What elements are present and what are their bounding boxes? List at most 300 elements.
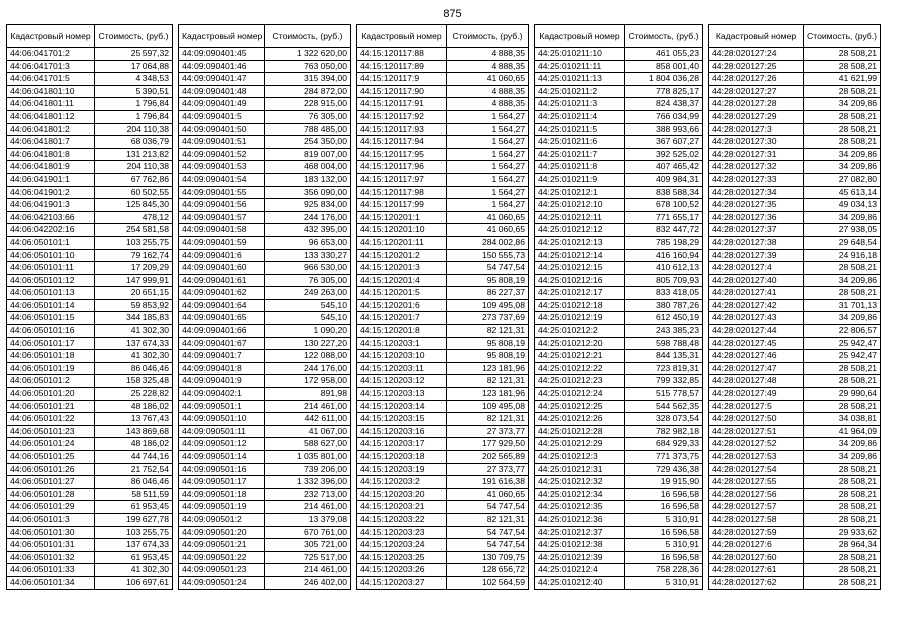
cadastral-number-cell: 44:06:050101:27 bbox=[7, 476, 95, 489]
header-cadastral-number: Кадастровый номер bbox=[709, 25, 804, 48]
cost-cell: 17 064,88 bbox=[95, 60, 173, 73]
table-row bbox=[7, 60, 173, 73]
cadastral-number-cell: 44:15:120117:93 bbox=[357, 123, 447, 136]
table-row bbox=[179, 463, 351, 476]
cost-cell: 109 495,08 bbox=[447, 400, 529, 413]
cost-cell: 729 436,38 bbox=[625, 463, 703, 476]
table-row bbox=[7, 123, 173, 136]
header-row bbox=[535, 25, 703, 48]
cost-cell: 41 302,30 bbox=[95, 325, 173, 338]
cadastral-number-cell: 44:15:120203:26 bbox=[357, 564, 447, 577]
table-row bbox=[357, 375, 529, 388]
cost-cell: 833 418,05 bbox=[625, 287, 703, 300]
cost-cell: 22 806,57 bbox=[804, 325, 881, 338]
cadastral-number-cell: 44:25:010212:24 bbox=[535, 388, 625, 401]
cost-cell: 788 485,00 bbox=[265, 123, 351, 136]
cost-cell: 82 121,31 bbox=[447, 513, 529, 526]
cadastral-number-cell: 44:06:050101:33 bbox=[7, 564, 95, 577]
cadastral-number-cell: 44:09:090401:50 bbox=[179, 123, 265, 136]
cost-cell: 5 390,51 bbox=[95, 85, 173, 98]
cadastral-number-cell: 44:09:090501:1 bbox=[179, 400, 265, 413]
cadastral-number-cell: 44:25:010212:3 bbox=[535, 451, 625, 464]
cadastral-number-cell: 44:09:090401:5 bbox=[179, 110, 265, 123]
cadastral-number-cell: 44:15:120201:4 bbox=[357, 274, 447, 287]
cadastral-number-cell: 44:15:120203:14 bbox=[357, 400, 447, 413]
cost-cell: 4 348,53 bbox=[95, 73, 173, 86]
table-row bbox=[179, 400, 351, 413]
cadastral-number-cell: 44:15:120203:21 bbox=[357, 501, 447, 514]
cadastral-table-5 bbox=[708, 24, 881, 590]
cadastral-number-cell: 44:06:050101:24 bbox=[7, 438, 95, 451]
cadastral-number-cell: 44:06:050101:23 bbox=[7, 425, 95, 438]
cost-cell: 58 511,59 bbox=[95, 488, 173, 501]
cost-cell: 785 198,29 bbox=[625, 236, 703, 249]
table-row bbox=[7, 110, 173, 123]
cost-cell: 409 984,31 bbox=[625, 173, 703, 186]
cost-cell: 59 853,92 bbox=[95, 299, 173, 312]
header-cost: Стоимость, (руб.) bbox=[265, 25, 351, 48]
cadastral-number-cell: 44:28:020127:49 bbox=[709, 388, 804, 401]
table-row bbox=[179, 161, 351, 174]
cadastral-number-cell: 44:06:050101:25 bbox=[7, 451, 95, 464]
table-row bbox=[179, 425, 351, 438]
table-row bbox=[357, 312, 529, 325]
cost-cell: 4 888,35 bbox=[447, 98, 529, 111]
table-row bbox=[179, 224, 351, 237]
table-row bbox=[179, 274, 351, 287]
cost-cell: 54 747,54 bbox=[447, 526, 529, 539]
cost-cell: 1 564,27 bbox=[447, 123, 529, 136]
cadastral-number-cell: 44:15:120201:2 bbox=[357, 249, 447, 262]
cost-cell: 41 302,30 bbox=[95, 350, 173, 363]
cost-cell: 254 350,00 bbox=[265, 136, 351, 149]
cadastral-number-cell: 44:15:120117:96 bbox=[357, 161, 447, 174]
table-row bbox=[7, 173, 173, 186]
cost-cell: 545,10 bbox=[265, 312, 351, 325]
table-row bbox=[535, 249, 703, 262]
cadastral-number-cell: 44:09:090401:61 bbox=[179, 274, 265, 287]
cadastral-table-3 bbox=[356, 24, 529, 590]
cost-cell: 25 228,82 bbox=[95, 388, 173, 401]
cadastral-number-cell: 44:06:050101:29 bbox=[7, 501, 95, 514]
table-row bbox=[709, 173, 881, 186]
cadastral-number-cell: 44:28:020127:31 bbox=[709, 148, 804, 161]
cadastral-number-cell: 44:25:010211:11 bbox=[535, 60, 625, 73]
cost-cell: 799 332,85 bbox=[625, 375, 703, 388]
table-row bbox=[357, 262, 529, 275]
cadastral-number-cell: 44:09:090401:45 bbox=[179, 48, 265, 61]
cadastral-number-cell: 44:28:020127:56 bbox=[709, 488, 804, 501]
table-row bbox=[179, 539, 351, 552]
cadastral-number-cell: 44:15:120203:13 bbox=[357, 388, 447, 401]
table-row bbox=[709, 501, 881, 514]
table-row bbox=[535, 551, 703, 564]
cost-cell: 858 001,40 bbox=[625, 60, 703, 73]
cost-cell: 380 787,26 bbox=[625, 299, 703, 312]
cost-cell: 86 227,37 bbox=[447, 287, 529, 300]
cadastral-number-cell: 44:25:010211:13 bbox=[535, 73, 625, 86]
cadastral-number-cell: 44:25:010212:40 bbox=[535, 576, 625, 589]
cost-cell: 723 819,31 bbox=[625, 362, 703, 375]
cost-cell: 45 613,14 bbox=[804, 186, 881, 199]
table-row bbox=[535, 211, 703, 224]
cost-cell: 48 186,02 bbox=[95, 400, 173, 413]
cadastral-number-cell: 44:25:010212:32 bbox=[535, 476, 625, 489]
table-row bbox=[709, 161, 881, 174]
cadastral-number-cell: 44:25:010212:23 bbox=[535, 375, 625, 388]
table-row bbox=[7, 425, 173, 438]
table-row bbox=[709, 186, 881, 199]
cadastral-number-cell: 44:15:120203:24 bbox=[357, 539, 447, 552]
cadastral-number-cell: 44:15:120203:19 bbox=[357, 463, 447, 476]
cadastral-number-cell: 44:06:050101:21 bbox=[7, 400, 95, 413]
cadastral-number-cell: 44:15:120201:5 bbox=[357, 287, 447, 300]
cadastral-number-cell: 44:28:020127:36 bbox=[709, 211, 804, 224]
cost-cell: 82 121,31 bbox=[447, 325, 529, 338]
cost-cell: 243 385,23 bbox=[625, 325, 703, 338]
table-row bbox=[709, 551, 881, 564]
cost-cell: 1 322 620,00 bbox=[265, 48, 351, 61]
cadastral-number-cell: 44:06:050101:34 bbox=[7, 576, 95, 589]
cadastral-number-cell: 44:25:010212:17 bbox=[535, 287, 625, 300]
cost-cell: 28 508,21 bbox=[804, 362, 881, 375]
table-row bbox=[709, 312, 881, 325]
table-row bbox=[357, 186, 529, 199]
cost-cell: 678 100,52 bbox=[625, 199, 703, 212]
cost-cell: 76 305,00 bbox=[265, 110, 351, 123]
table-row bbox=[7, 299, 173, 312]
table-row bbox=[7, 576, 173, 589]
cost-cell: 82 121,31 bbox=[447, 413, 529, 426]
cost-cell: 13 379,08 bbox=[265, 513, 351, 526]
table-row bbox=[179, 73, 351, 86]
table-row bbox=[7, 136, 173, 149]
cadastral-number-cell: 44:25:010212:34 bbox=[535, 488, 625, 501]
table-row bbox=[357, 576, 529, 589]
cadastral-number-cell: 44:25:010212:22 bbox=[535, 362, 625, 375]
cost-cell: 191 616,38 bbox=[447, 476, 529, 489]
table-row bbox=[7, 513, 173, 526]
cost-cell: 150 555,73 bbox=[447, 249, 529, 262]
cadastral-number-cell: 44:25:010212:4 bbox=[535, 564, 625, 577]
table-row bbox=[535, 262, 703, 275]
cost-cell: 966 530,00 bbox=[265, 262, 351, 275]
cadastral-number-cell: 44:06:050101:19 bbox=[7, 362, 95, 375]
cadastral-number-cell: 44:25:010211:6 bbox=[535, 136, 625, 149]
cost-cell: 54 747,54 bbox=[447, 539, 529, 552]
table-row bbox=[535, 299, 703, 312]
cadastral-number-cell: 44:25:010212:36 bbox=[535, 513, 625, 526]
cost-cell: 244 176,00 bbox=[265, 362, 351, 375]
cadastral-number-cell: 44:15:120117:99 bbox=[357, 199, 447, 212]
cost-cell: 41 302,30 bbox=[95, 564, 173, 577]
cost-cell: 13 767,43 bbox=[95, 413, 173, 426]
table-row bbox=[7, 551, 173, 564]
table-row bbox=[357, 48, 529, 61]
cadastral-number-cell: 44:06:050101:10 bbox=[7, 249, 95, 262]
cadastral-number-cell: 44:25:010211:3 bbox=[535, 98, 625, 111]
cadastral-number-cell: 44:25:010212:14 bbox=[535, 249, 625, 262]
table-row bbox=[357, 249, 529, 262]
cadastral-number-cell: 44:25:010212:20 bbox=[535, 337, 625, 350]
cost-cell: 76 305,00 bbox=[265, 274, 351, 287]
table-row bbox=[709, 337, 881, 350]
table-row bbox=[709, 73, 881, 86]
cadastral-number-cell: 44:15:120117:88 bbox=[357, 48, 447, 61]
cost-cell: 199 627,78 bbox=[95, 513, 173, 526]
table-row bbox=[7, 388, 173, 401]
cost-cell: 16 596,58 bbox=[625, 488, 703, 501]
table-row bbox=[709, 199, 881, 212]
table-row bbox=[7, 564, 173, 577]
cost-cell: 763 050,00 bbox=[265, 60, 351, 73]
cadastral-number-cell: 44:25:010211:5 bbox=[535, 123, 625, 136]
cadastral-number-cell: 44:15:120203:18 bbox=[357, 451, 447, 464]
cadastral-number-cell: 44:28:020127:40 bbox=[709, 274, 804, 287]
table-row bbox=[7, 73, 173, 86]
cadastral-number-cell: 44:28:020127:52 bbox=[709, 438, 804, 451]
table-row bbox=[179, 576, 351, 589]
table-row bbox=[535, 337, 703, 350]
cadastral-number-cell: 44:06:041801:7 bbox=[7, 136, 95, 149]
cost-cell: 805 709,93 bbox=[625, 274, 703, 287]
cost-cell: 54 747,54 bbox=[447, 262, 529, 275]
cadastral-number-cell: 44:09:090401:60 bbox=[179, 262, 265, 275]
table-row bbox=[535, 413, 703, 426]
cadastral-number-cell: 44:06:050101:28 bbox=[7, 488, 95, 501]
table-row bbox=[535, 526, 703, 539]
cadastral-table-4 bbox=[534, 24, 703, 590]
table-row bbox=[357, 539, 529, 552]
table-row bbox=[7, 224, 173, 237]
cost-cell: 1 796,84 bbox=[95, 98, 173, 111]
table-row bbox=[357, 73, 529, 86]
cost-cell: 1 564,27 bbox=[447, 161, 529, 174]
cost-cell: 16 596,58 bbox=[625, 526, 703, 539]
table-row bbox=[179, 110, 351, 123]
cost-cell: 28 508,21 bbox=[804, 488, 881, 501]
cadastral-number-cell: 44:09:090401:9 bbox=[179, 375, 265, 388]
cadastral-number-cell: 44:15:120117:92 bbox=[357, 110, 447, 123]
cost-cell: 410 612,13 bbox=[625, 262, 703, 275]
table-row bbox=[357, 173, 529, 186]
table-row bbox=[357, 551, 529, 564]
header-cadastral-number: Кадастровый номер bbox=[357, 25, 447, 48]
table-row bbox=[7, 451, 173, 464]
cadastral-number-cell: 44:15:120117:89 bbox=[357, 60, 447, 73]
table-row bbox=[357, 451, 529, 464]
cadastral-number-cell: 44:28:020127:44 bbox=[709, 325, 804, 338]
table-row bbox=[357, 362, 529, 375]
header-row bbox=[357, 25, 529, 48]
cost-cell: 598 788,48 bbox=[625, 337, 703, 350]
table-row bbox=[357, 501, 529, 514]
cadastral-number-cell: 44:09:090501:16 bbox=[179, 463, 265, 476]
table-row bbox=[709, 375, 881, 388]
cost-cell: 41 060,65 bbox=[447, 73, 529, 86]
header-cost: Стоимость, (руб.) bbox=[95, 25, 173, 48]
cost-cell: 28 508,21 bbox=[804, 551, 881, 564]
cadastral-number-cell: 44:15:120203:17 bbox=[357, 438, 447, 451]
cost-cell: 28 508,21 bbox=[804, 60, 881, 73]
cost-cell: 131 213,82 bbox=[95, 148, 173, 161]
cadastral-number-cell: 44:25:010212:35 bbox=[535, 501, 625, 514]
table-row bbox=[7, 48, 173, 61]
cost-cell: 21 752,54 bbox=[95, 463, 173, 476]
table-row bbox=[709, 98, 881, 111]
cadastral-number-cell: 44:06:041701:2 bbox=[7, 48, 95, 61]
cadastral-number-cell: 44:15:120203:10 bbox=[357, 350, 447, 363]
cadastral-number-cell: 44:09:090501:21 bbox=[179, 539, 265, 552]
cost-cell: 67 762,86 bbox=[95, 173, 173, 186]
table-row bbox=[709, 476, 881, 489]
cadastral-number-cell: 44:09:090401:47 bbox=[179, 73, 265, 86]
cost-cell: 82 121,31 bbox=[447, 375, 529, 388]
cadastral-number-cell: 44:28:020127:43 bbox=[709, 312, 804, 325]
table-row bbox=[535, 564, 703, 577]
table-row bbox=[535, 199, 703, 212]
cadastral-number-cell: 44:06:042202:16 bbox=[7, 224, 95, 237]
table-row bbox=[357, 413, 529, 426]
cost-cell: 28 508,21 bbox=[804, 463, 881, 476]
cadastral-number-cell: 44:15:120203:15 bbox=[357, 413, 447, 426]
cost-cell: 61 953,45 bbox=[95, 501, 173, 514]
cadastral-number-cell: 44:09:090401:55 bbox=[179, 186, 265, 199]
cadastral-number-cell: 44:28:020127:30 bbox=[709, 136, 804, 149]
table-row bbox=[709, 249, 881, 262]
table-row bbox=[535, 425, 703, 438]
cost-cell: 232 713,00 bbox=[265, 488, 351, 501]
cadastral-number-cell: 44:15:120117:90 bbox=[357, 85, 447, 98]
header-cost: Стоимость, (руб.) bbox=[804, 25, 881, 48]
cost-cell: 24 916,18 bbox=[804, 249, 881, 262]
table-row bbox=[7, 98, 173, 111]
cost-cell: 16 596,58 bbox=[625, 501, 703, 514]
table-row bbox=[535, 60, 703, 73]
cost-cell: 25 597,32 bbox=[95, 48, 173, 61]
cadastral-number-cell: 44:06:041801:2 bbox=[7, 123, 95, 136]
cost-cell: 102 564,59 bbox=[447, 576, 529, 589]
cost-cell: 109 495,08 bbox=[447, 299, 529, 312]
cost-cell: 137 674,33 bbox=[95, 539, 173, 552]
table-row bbox=[357, 513, 529, 526]
cost-cell: 284 872,00 bbox=[265, 85, 351, 98]
table-row bbox=[179, 526, 351, 539]
cadastral-number-cell: 44:09:090401:57 bbox=[179, 211, 265, 224]
cost-cell: 246 402,00 bbox=[265, 576, 351, 589]
cadastral-number-cell: 44:09:090501:19 bbox=[179, 501, 265, 514]
table-row bbox=[709, 236, 881, 249]
cost-cell: 95 808,19 bbox=[447, 274, 529, 287]
cost-cell: 79 162,74 bbox=[95, 249, 173, 262]
cadastral-number-cell: 44:06:050101:14 bbox=[7, 299, 95, 312]
table-row bbox=[179, 350, 351, 363]
cadastral-number-cell: 44:28:020127:42 bbox=[709, 299, 804, 312]
cost-cell: 891,98 bbox=[265, 388, 351, 401]
cost-cell: 28 508,21 bbox=[804, 564, 881, 577]
cost-cell: 684 929,33 bbox=[625, 438, 703, 451]
table-row bbox=[535, 161, 703, 174]
table-row bbox=[357, 350, 529, 363]
cadastral-number-cell: 44:15:120201:6 bbox=[357, 299, 447, 312]
table-row bbox=[357, 564, 529, 577]
table-row bbox=[357, 488, 529, 501]
table-row bbox=[709, 564, 881, 577]
cadastral-table-2 bbox=[178, 24, 351, 590]
table-row bbox=[357, 287, 529, 300]
table-row bbox=[179, 85, 351, 98]
cost-cell: 5 310,91 bbox=[625, 539, 703, 552]
cadastral-number-cell: 44:09:090501:10 bbox=[179, 413, 265, 426]
cost-cell: 177 929,50 bbox=[447, 438, 529, 451]
cadastral-number-cell: 44:28:020127:59 bbox=[709, 526, 804, 539]
table-row bbox=[7, 539, 173, 552]
cost-cell: 588 627,00 bbox=[265, 438, 351, 451]
cadastral-number-cell: 44:15:120203:20 bbox=[357, 488, 447, 501]
table-row bbox=[535, 388, 703, 401]
cadastral-number-cell: 44:25:010212:1 bbox=[535, 186, 625, 199]
cost-cell: 4 888,35 bbox=[447, 48, 529, 61]
cost-cell: 392 525,02 bbox=[625, 148, 703, 161]
cadastral-number-cell: 44:06:050101:16 bbox=[7, 325, 95, 338]
table-row bbox=[709, 85, 881, 98]
table-row bbox=[7, 337, 173, 350]
cost-cell: 106 697,61 bbox=[95, 576, 173, 589]
table-row bbox=[709, 425, 881, 438]
table-row bbox=[709, 60, 881, 73]
cadastral-number-cell: 44:28:020127:45 bbox=[709, 337, 804, 350]
table-row bbox=[357, 211, 529, 224]
cost-cell: 61 953,45 bbox=[95, 551, 173, 564]
cost-cell: 5 310,91 bbox=[625, 513, 703, 526]
table-row bbox=[357, 438, 529, 451]
cadastral-number-cell: 44:09:090401:67 bbox=[179, 337, 265, 350]
cost-cell: 49 034,13 bbox=[804, 199, 881, 212]
cost-cell: 34 209,86 bbox=[804, 148, 881, 161]
table-row bbox=[535, 236, 703, 249]
table-row bbox=[7, 161, 173, 174]
table-row bbox=[357, 463, 529, 476]
cadastral-number-cell: 44:25:010212:10 bbox=[535, 199, 625, 212]
cost-cell: 130 227,20 bbox=[265, 337, 351, 350]
cadastral-number-cell: 44:28:020127:53 bbox=[709, 451, 804, 464]
cadastral-number-cell: 44:09:090401:49 bbox=[179, 98, 265, 111]
table-row bbox=[179, 148, 351, 161]
cost-cell: 34 209,86 bbox=[804, 451, 881, 464]
cost-cell: 5 310,91 bbox=[625, 576, 703, 589]
table-row bbox=[179, 564, 351, 577]
cost-cell: 41 060,65 bbox=[447, 488, 529, 501]
cost-cell: 832 447,72 bbox=[625, 224, 703, 237]
cost-cell: 95 808,19 bbox=[447, 350, 529, 363]
table-row bbox=[535, 224, 703, 237]
table-row bbox=[179, 299, 351, 312]
cost-cell: 925 834,00 bbox=[265, 199, 351, 212]
cost-cell: 172 958,00 bbox=[265, 375, 351, 388]
cadastral-number-cell: 44:06:050101:17 bbox=[7, 337, 95, 350]
table-row bbox=[709, 413, 881, 426]
cadastral-number-cell: 44:06:041801:8 bbox=[7, 148, 95, 161]
cost-cell: 103 255,75 bbox=[95, 526, 173, 539]
cost-cell: 29 648,54 bbox=[804, 236, 881, 249]
cadastral-number-cell: 44:09:090501:2 bbox=[179, 513, 265, 526]
cost-cell: 442 611,00 bbox=[265, 413, 351, 426]
cadastral-number-cell: 44:28:020127:47 bbox=[709, 362, 804, 375]
table-row bbox=[357, 224, 529, 237]
cost-cell: 771 655,17 bbox=[625, 211, 703, 224]
table-row bbox=[179, 413, 351, 426]
cadastral-number-cell: 44:09:090401:53 bbox=[179, 161, 265, 174]
